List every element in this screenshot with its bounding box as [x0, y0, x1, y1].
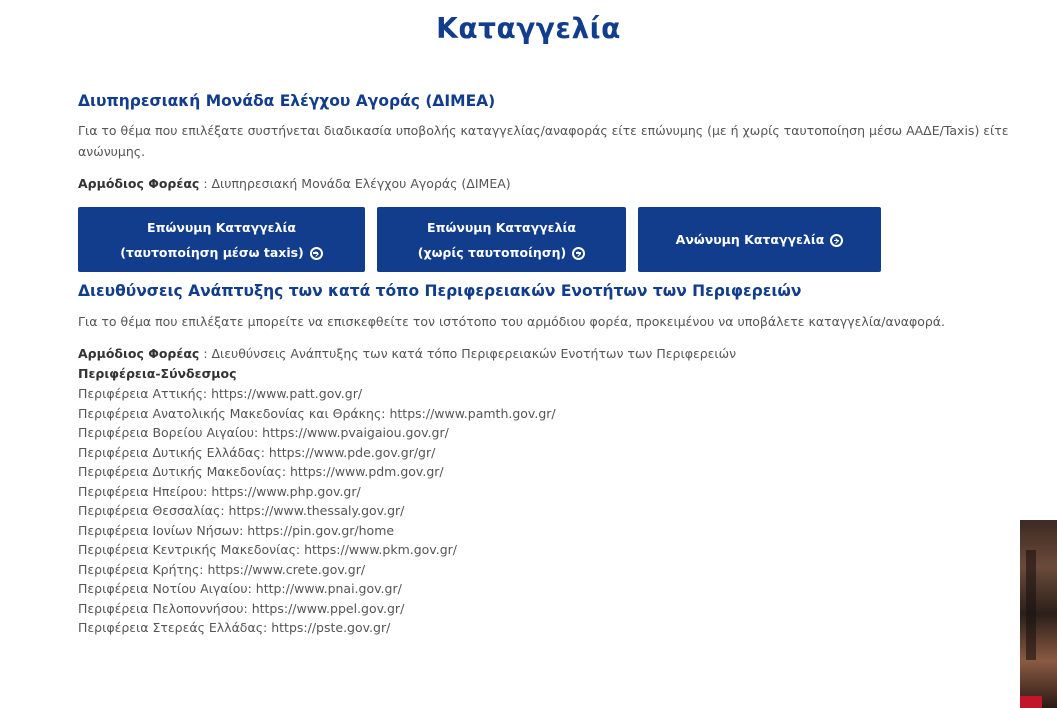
section-heading-regions: Διευθύνσεις Ανάπτυξης των κατά τόπο Περιφερειακών Ενοτήτων των Περιφερειών	[78, 282, 802, 300]
arrow-circle-right-icon	[310, 247, 323, 260]
thumbnail-shape	[1026, 550, 1036, 660]
region-item: Περιφέρεια Νοτίου Αιγαίου: http://www.pnai.gov.gr/	[78, 581, 402, 596]
section-description-regions: Για το θέμα που επιλέξατε μπορείτε να επισκεφθείτε τον ιστότοπο του αρμόδιου φορέα, προκειμένου να υποβάλετε καταγγελία/αναφορά.	[78, 314, 945, 329]
agency-label: Αρμόδιος Φορέας	[78, 346, 200, 361]
regions-header: Περιφέρεια-Σύνδεσμος	[78, 366, 237, 381]
section-description-dimea: Για το θέμα που επιλέξατε συστήνεται διαδικασία υποβολής καταγγελίας/αναφοράς είτε επώνυμης (με ή χωρίς ταυτοποίηση μέσω ΑΑΔΕ/Taxis) είτε ανώνυμης.	[78, 123, 1009, 159]
region-item: Περιφέρεια Δυτικής Ελλάδας: https://www.pde.gov.gr/gr/	[78, 444, 436, 460]
agency-line-dimea	[78, 174, 1043, 194]
button-label-line1: Επώνυμη Καταγγελία	[427, 219, 576, 235]
button-label: Ανώνυμη Καταγγελία	[675, 232, 825, 247]
named-complaint-no-id-button[interactable]	[377, 207, 626, 272]
region-item: Περιφέρεια Δυτικής Μακεδονίας: https://www.pdm.gov.gr/	[78, 464, 444, 479]
thumbnail-badge	[1020, 696, 1042, 708]
button-label-line2: (ταυτοποίηση μέσω taxis)	[120, 244, 304, 260]
agency-value: : Διευθύνσεις Ανάπτυξης των κατά τόπο Περιφερειακών Ενοτήτων των Περιφερειών	[199, 346, 737, 361]
region-item: Περιφέρεια Θεσσαλίας: https://www.thessaly.gov.gr/	[78, 503, 405, 518]
arrow-circle-right-icon	[830, 234, 843, 247]
named-complaint-taxis-button[interactable]	[78, 207, 365, 272]
region-item: Περιφέρεια Ηπείρου: https://www.php.gov.gr/	[78, 483, 361, 499]
agency-label: Αρμόδιος Φορέας	[78, 176, 200, 191]
region-item: Περιφέρεια Κρήτης: https://www.crete.gov.gr/	[78, 561, 366, 577]
video-thumbnail[interactable]	[1020, 520, 1057, 708]
region-item: Περιφέρεια Στερεάς Ελλάδας: https://pste.gov.gr/	[78, 620, 391, 635]
page-title: Καταγγελία	[436, 12, 621, 45]
region-item: Περιφέρεια Αττικής: https://www.patt.gov.gr/	[78, 386, 363, 401]
section-heading-dimea: Διυπηρεσιακή Μονάδα Ελέγχου Αγοράς (ΔΙΜΕΑ)	[78, 92, 496, 110]
agency-line-regions	[78, 344, 1043, 364]
region-item: Περιφέρεια Βορείου Αιγαίου: https://www.pvaigaiou.gov.gr/	[78, 425, 449, 440]
region-item: Περιφέρεια Ανατολικής Μακεδονίας και Θράκης: https://www.pamth.gov.gr/	[78, 405, 556, 421]
main-content	[78, 90, 1043, 638]
regions-list	[78, 384, 1043, 638]
button-label-line2: (χωρίς ταυτοποίηση)	[417, 244, 567, 260]
anonymous-complaint-button[interactable]	[638, 207, 881, 272]
button-label-line1: Επώνυμη Καταγγελία	[147, 219, 296, 235]
region-item: Περιφέρεια Ιονίων Νήσων: https://pin.gov.gr/home	[78, 522, 395, 538]
arrow-circle-right-icon	[572, 247, 585, 260]
region-item: Περιφέρεια Κεντρικής Μακεδονίας: https://www.pkm.gov.gr/	[78, 542, 457, 557]
region-item: Περιφέρεια Πελοποννήσου: https://www.ppel.gov.gr/	[78, 600, 405, 616]
complaint-buttons	[78, 207, 1043, 272]
agency-value: : Διυπηρεσιακή Μονάδα Ελέγχου Αγοράς (ΔΙΜΕΑ)	[199, 176, 511, 191]
